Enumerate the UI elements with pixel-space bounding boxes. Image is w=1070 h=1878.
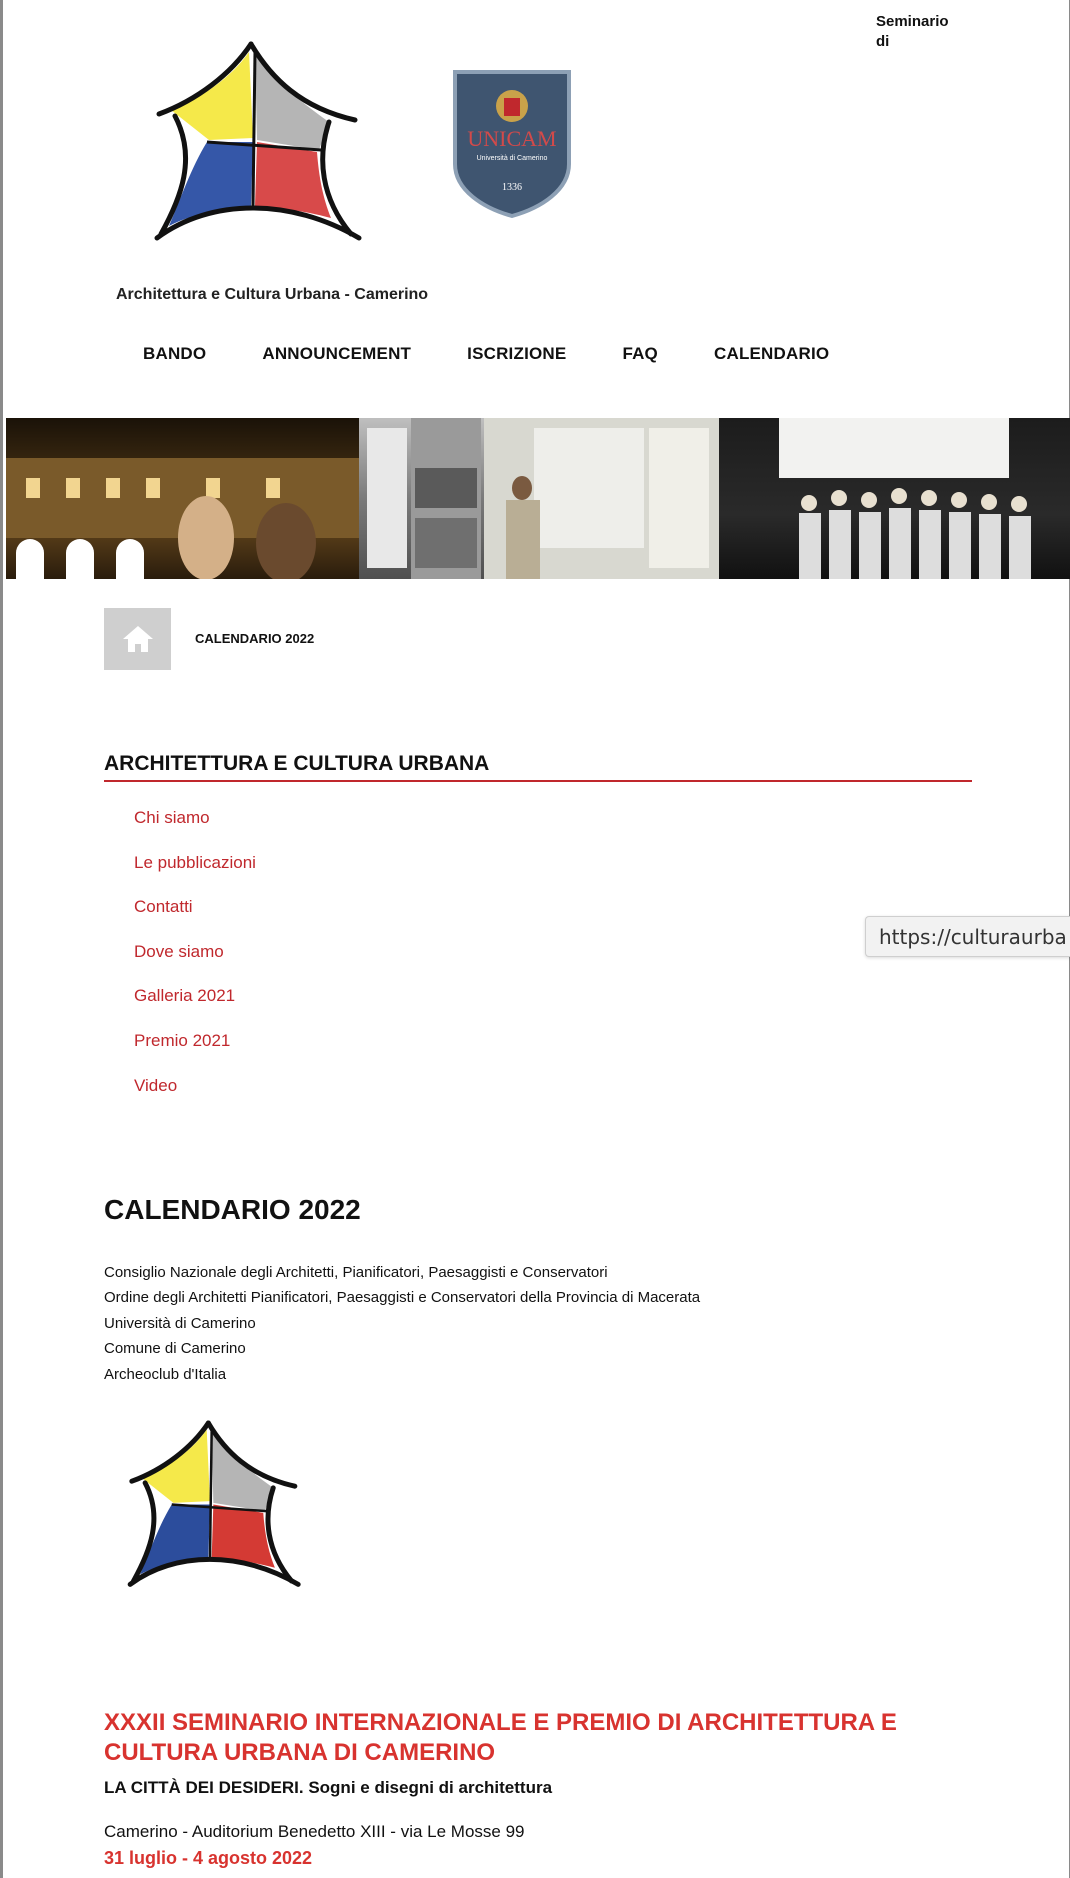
shield-university: Università di Camerino [476, 155, 548, 162]
seminar-title: XXXII SEMINARIO INTERNAZIONALE E PREMIO DI ARCHITETTURA E CULTURA URBANA DI CAMERINO [104, 1709, 897, 1766]
unicam-shield-logo[interactable] [451, 68, 573, 218]
sidebar-menu [134, 808, 256, 1120]
shield-year: 1336 [502, 182, 522, 193]
list-item: Archeoclub d'Italia [104, 1365, 227, 1383]
list-item [134, 808, 256, 853]
sidebar-item-galleria-2021[interactable]: Galleria 2021 [134, 986, 236, 1006]
sidebar-item-dove-siamo[interactable]: Dove siamo [134, 941, 224, 961]
seminar-logo-house [125, 1418, 305, 1596]
sidebar-item-pubblicazioni[interactable]: Le pubblicazioni [134, 852, 256, 872]
nav-item-faq[interactable]: FAQ [622, 344, 658, 363]
list-item: Università di Camerino [104, 1314, 256, 1332]
main-nav [143, 344, 885, 364]
site-subtitle: Architettura e Cultura Urbana - Camerino [116, 286, 429, 303]
site-logo-house[interactable] [151, 38, 367, 252]
list-item: Consiglio Nazionale degli Architetti, Pianificatori, Paesaggisti e Conservatori [104, 1264, 608, 1281]
nav-item-calendario[interactable]: CALENDARIO [713, 344, 830, 363]
sidebar-item-video[interactable]: Video [134, 1075, 178, 1095]
list-item [134, 1076, 256, 1121]
banner-photo-visitor [484, 418, 719, 579]
header-banner-photos [6, 418, 1070, 579]
nav-item-bando[interactable]: BANDO [143, 344, 207, 363]
sidebar-item-premio-2021[interactable]: Premio 2021 [134, 1030, 231, 1050]
banner-photo-group [719, 418, 1070, 579]
breadcrumb-home-button[interactable] [104, 608, 171, 670]
nav-item-announcement[interactable]: ANNOUNCEMENT [262, 344, 412, 363]
nav-item-iscrizione[interactable]: ISCRIZIONE [467, 344, 567, 363]
list-item: Comune di Camerino [104, 1340, 246, 1358]
seminar-venue: Camerino - Auditorium Benedetto XIII - via Le Mosse 99 [104, 1822, 525, 1841]
list-item: Ordine degli Architetti Pianificatori, Paesaggisti e Conservatori della Provincia di Macerata [104, 1289, 701, 1307]
night-square-illustration [6, 418, 359, 579]
breadcrumb-current: CALENDARIO 2022 [195, 631, 315, 646]
banner-photo-night-square [6, 418, 359, 579]
sidebar-item-chi-siamo[interactable]: Chi siamo [134, 808, 210, 827]
group-photo-illustration [719, 418, 1070, 579]
exhibition-boards-illustration [359, 418, 484, 579]
seminar-note: Seminario di [876, 13, 949, 50]
list-item [134, 1031, 256, 1076]
list-item [134, 897, 256, 942]
sidebar-item-contatti[interactable]: Contatti [134, 897, 193, 917]
visitor-illustration [484, 418, 719, 579]
organizations-list [104, 1260, 700, 1387]
seminar-subtitle: LA CITTÀ DEI DESIDERI. Sogni e disegni di architettura [104, 1778, 553, 1797]
link-url-tooltip: https://culturaurba [865, 916, 1070, 957]
banner-photo-exhibition-boards [359, 418, 484, 579]
list-item [134, 942, 256, 987]
page-title: CALENDARIO 2022 [104, 1194, 361, 1225]
list-item [134, 986, 256, 1031]
shield-name: UNICAM [467, 126, 557, 151]
list-item [134, 853, 256, 898]
sidebar-heading: ARCHITETTURA E CULTURA URBANA [104, 752, 972, 782]
home-icon [121, 624, 155, 654]
seminar-dates: 31 luglio - 4 agosto 2022 [104, 1848, 313, 1868]
